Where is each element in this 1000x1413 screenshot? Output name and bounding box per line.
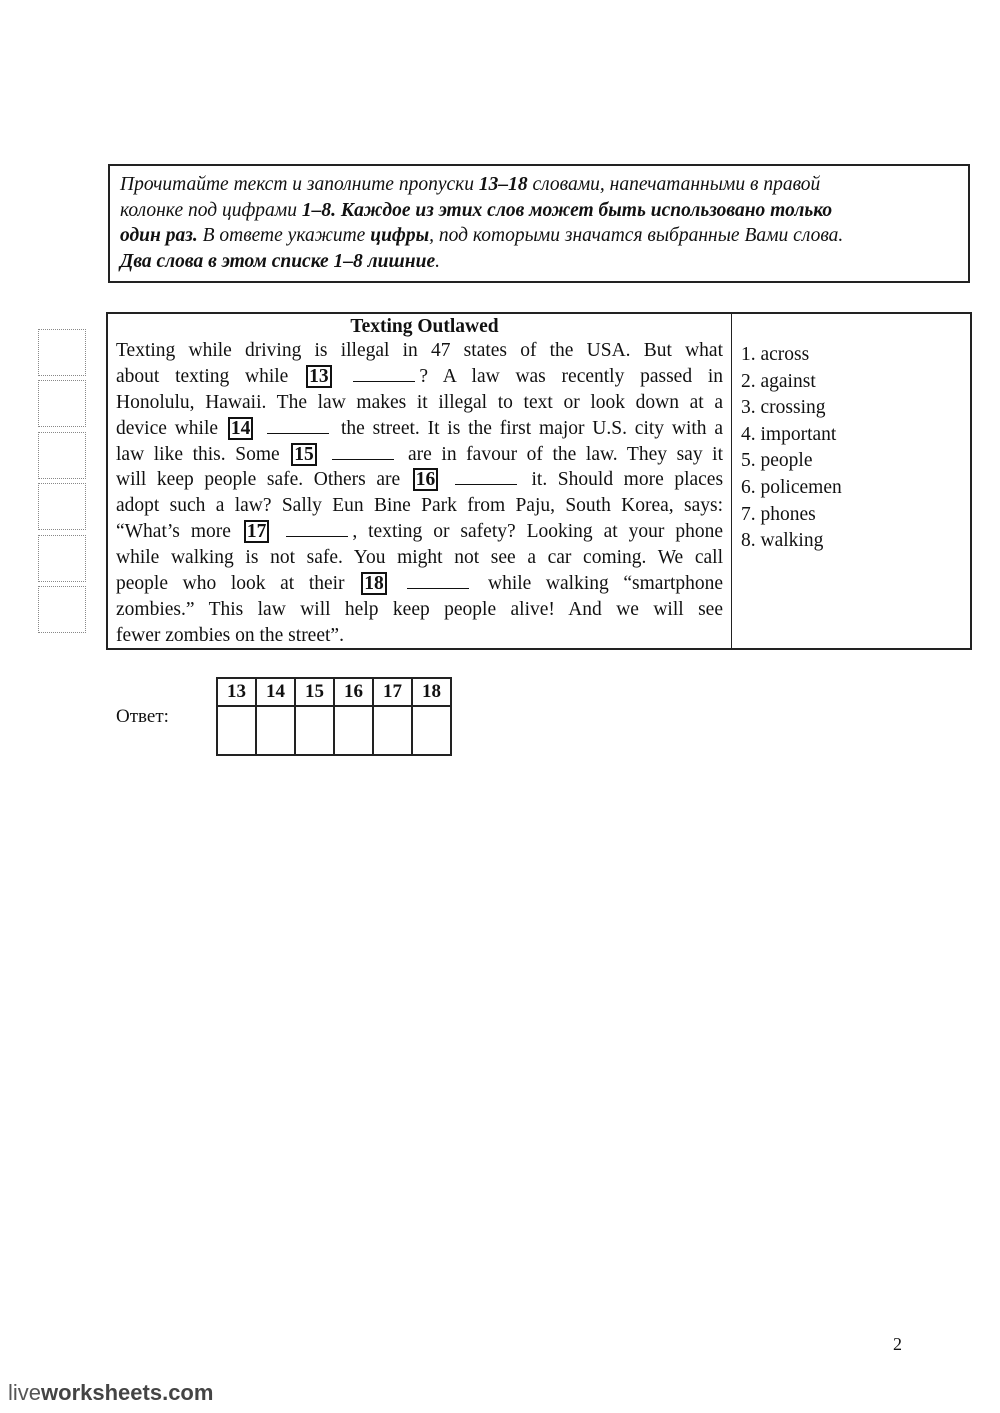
instruction-line-1: Прочитайте текст и заполните пропуски 13–18 словами, напечатанными в правой <box>120 174 821 195</box>
answer-label: Ответ: <box>116 706 169 727</box>
passage-column <box>108 314 732 648</box>
gap-18: 18 <box>361 572 387 595</box>
answer-header: 14 <box>256 678 295 706</box>
passage-line: adopt such a law? Sally Eun Bine Park from Paju, South Korea, says: <box>116 495 723 517</box>
passage-line: device while 14 the street. It is the first major U.S. city with a <box>116 417 724 439</box>
answer-dropbox-13[interactable] <box>38 329 86 376</box>
instruction-box <box>108 164 970 283</box>
answer-header: 17 <box>373 678 412 706</box>
answer-cell <box>373 706 412 755</box>
passage-line: “What’s more 17 , texting or safety? Looking at your phone <box>116 521 723 543</box>
passage-line: fewer zombies on the street”. <box>116 624 344 646</box>
gap-15: 15 <box>291 443 317 466</box>
gap-17: 17 <box>244 520 270 543</box>
passage-title: Texting Outlawed <box>350 316 499 337</box>
instruction-line-3: один раз. В ответе укажите цифры, под которыми значатся выбранные Вами слова. <box>120 225 844 246</box>
blank-line <box>407 573 469 589</box>
blank-line <box>353 366 415 382</box>
passage-line: law like this. Some 15 are in favour of the law. They say it <box>116 443 724 465</box>
page-number: 2 <box>893 1334 902 1354</box>
passage-line: will keep people safe. Others are 16 it. Should more places <box>116 469 724 491</box>
answer-header: 15 <box>295 678 334 706</box>
passage-line: Texting while driving is illegal in 47 states of the USA. But what <box>116 340 723 361</box>
word-option: 4. important <box>741 423 837 445</box>
answer-grid <box>216 677 452 756</box>
blank-line <box>286 521 348 537</box>
answer-dropbox-16[interactable] <box>38 483 86 530</box>
liveworksheets-logo[interactable]: liveworksheets.com <box>8 1380 214 1405</box>
passage-table <box>106 312 972 650</box>
instruction-line-4: Два слова в этом списке 1–8 лишние. <box>120 250 440 272</box>
answer-dropbox-17[interactable] <box>38 535 86 582</box>
passage-line: about texting while 13 ? A law was recently passed in <box>116 365 724 387</box>
answer-dropbox-18[interactable] <box>38 586 86 633</box>
answer-header: 16 <box>334 678 373 706</box>
blank-line <box>332 444 394 460</box>
passage-line: Honolulu, Hawaii. The law makes it illegal to text or look down at a <box>116 391 723 413</box>
answer-header: 13 <box>217 678 256 706</box>
word-option: 6. policemen <box>741 476 842 498</box>
passage-line: while walking is not safe. You might not see a car coming. We call <box>116 547 723 569</box>
passage-line: zombies.” This law will help keep people alive! And we will see <box>116 598 723 620</box>
passage-line: people who look at their 18 while walking “smartphone <box>116 573 724 595</box>
gap-14: 14 <box>228 417 254 440</box>
word-option: 5. people <box>741 450 813 472</box>
word-option: 3. crossing <box>741 397 826 419</box>
answer-cell <box>334 706 373 755</box>
gap-13: 13 <box>306 365 332 388</box>
blank-line <box>455 469 517 485</box>
answer-header: 18 <box>412 678 451 706</box>
blank-line <box>267 418 329 434</box>
word-option: 1. across <box>741 344 810 365</box>
word-list <box>741 342 842 555</box>
answer-dropbox-15[interactable] <box>38 432 86 479</box>
answer-dropbox-14[interactable] <box>38 380 86 427</box>
word-option: 2. against <box>741 370 816 392</box>
answer-cell <box>256 706 295 755</box>
word-option: 7. phones <box>741 503 816 525</box>
word-option: 8. walking <box>741 530 824 552</box>
answer-cell <box>217 706 256 755</box>
answer-cell <box>295 706 334 755</box>
answer-cell <box>412 706 451 755</box>
instruction-line-2: колонке под цифрами 1–8. Каждое из этих слов может быть использовано только <box>120 199 833 221</box>
gap-16: 16 <box>413 468 439 491</box>
